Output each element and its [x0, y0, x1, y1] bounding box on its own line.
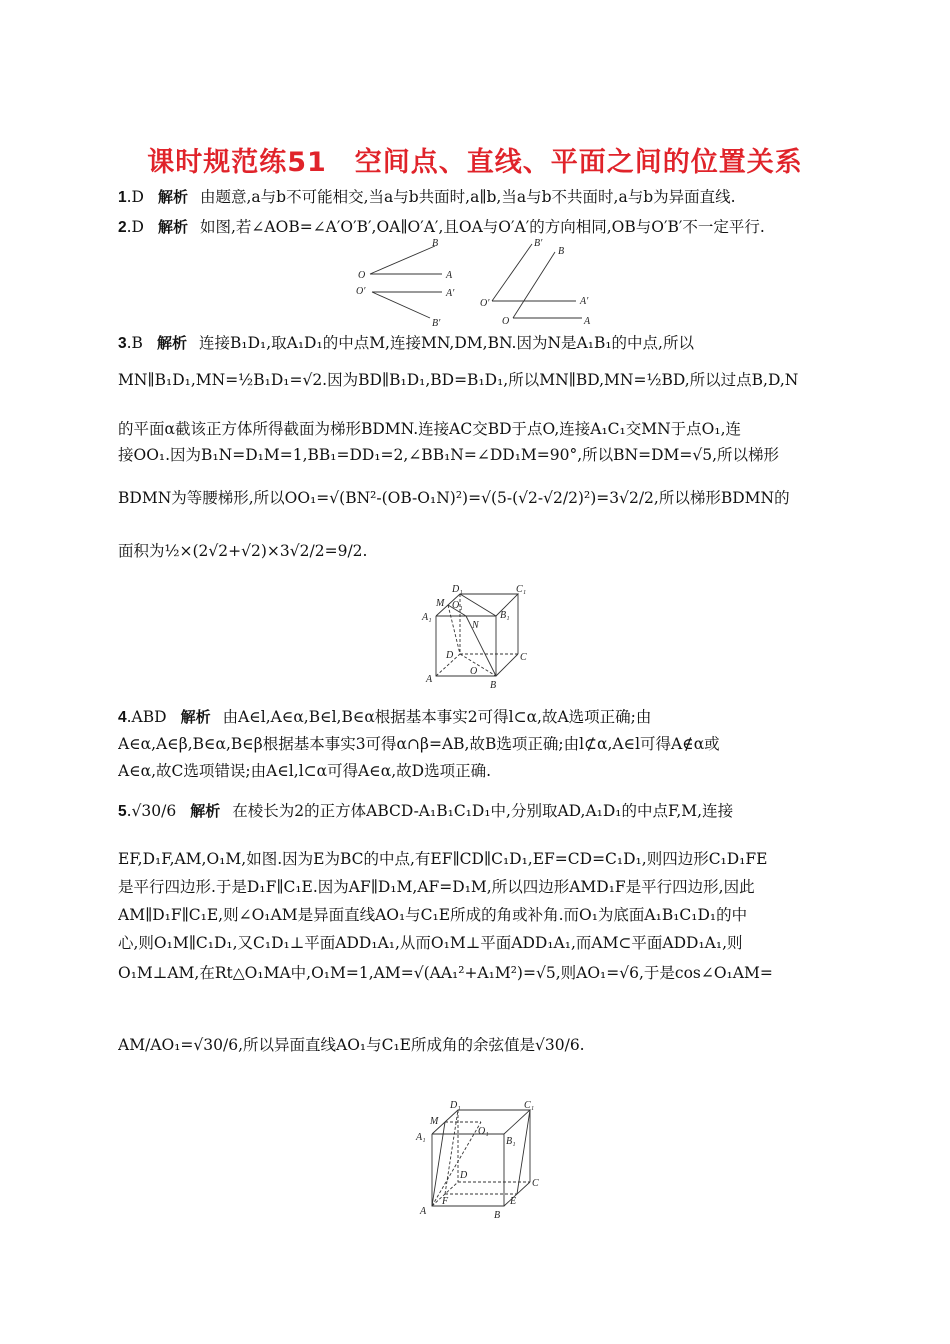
q3-line-6: 面积为½×(2√2+√2)×3√2/2=9/2.: [118, 542, 368, 560]
fig2-ray-ob: [370, 246, 435, 274]
q3-line-3: 的平面α截该正方体所得截面为梯形BDMN.连接AC交BD于点O,连接A₁C₁交MN于点O₁,连: [118, 420, 742, 438]
q3-line-2: MN∥B₁D₁,MN=½B₁D₁=√2.因为BD∥B₁D₁,BD=B₁D₁,所以MN∥BD,MN=½BD,所以过点B,D,N: [118, 371, 799, 389]
fig3-edge-bc: [496, 654, 518, 676]
page-title: 课时规范练51 空间点、直线、平面之间的位置关系: [147, 147, 803, 178]
q3-line-4: 接OO₁.因为B₁N=D₁M=1,BB₁=DD₁=2,∠BB₁N=∠DD₁M=90°,所以BN=DM=√5,所以梯形: [118, 446, 780, 464]
q4-keyword: 解析: [180, 708, 211, 726]
fig5-label: B₁: [506, 1136, 516, 1147]
q2-answer: .D: [126, 218, 144, 236]
q5-answer: .√30/6: [126, 802, 177, 820]
fig2-label: B′: [534, 238, 543, 249]
q5-keyword: 解析: [190, 802, 221, 820]
q1-text: 由题意,a与b不可能相交,当a与b共面时,a∥b,当a与b不共面时,a与b为异面直线.: [200, 188, 736, 206]
q3-number: 3: [118, 335, 127, 352]
fig2-label: B′: [432, 318, 441, 328]
q5-line-4: AM∥D₁F∥C₁E,则∠O₁AM是异面直线AO₁与C₁E所成的角或补角.而O₁为底面A₁B₁C₁D₁的中: [118, 906, 748, 924]
q1-number: 1: [118, 189, 127, 206]
q5-line-3: 是平行四边形.于是D₁F∥C₁E.因为AF∥D₁M,AF=D₁M,所以四边形AMD₁F是平行四边形,因此: [118, 878, 755, 896]
q2-keyword: 解析: [157, 218, 188, 236]
q5-line-6: O₁M⊥AM,在Rt△O₁MA中,O₁M=1,AM=√(AA₁²+A₁M²)=√5,则AO₁=√6,于是cos∠O₁AM=: [118, 964, 773, 982]
fig2-ray-o1b1: [372, 292, 430, 318]
fig5-ao1: [432, 1122, 481, 1206]
fig3-front-face: [436, 616, 496, 676]
fig5-label: D: [460, 1170, 468, 1181]
fig2-label: A′: [446, 288, 455, 299]
fig3-label: C: [520, 652, 527, 663]
fig5-label: E: [510, 1196, 517, 1207]
fig3-label: O₁: [452, 600, 463, 611]
fig2-label: A: [584, 316, 591, 327]
fig2-label: B: [432, 238, 439, 249]
fig3-label: B: [490, 680, 497, 691]
fig5-label: C: [532, 1178, 539, 1189]
q5-text-1: 在棱长为2的正方体ABCD-A₁B₁C₁D₁中,分别取AD,A₁D₁的中点F,M,连接: [232, 802, 734, 820]
fig3-label: C₁: [516, 584, 527, 595]
fig3-label: A: [426, 674, 433, 685]
q4-line-1: [118, 706, 838, 729]
fig2-label: O′: [356, 286, 366, 297]
fig3-label: N: [472, 620, 479, 631]
fig5-label: C₁: [524, 1100, 535, 1111]
fig2-label: B: [558, 246, 565, 257]
q5-line-7: AM/AO₁=√30/6,所以异面直线AO₁与C₁E所成角的余弦值是√30/6.: [118, 1036, 585, 1054]
fig5-label: A: [420, 1206, 427, 1217]
q4-line-3: A∈α,故C选项错误;由A∈l,l⊂α可得A∈α,故D选项正确.: [118, 762, 492, 780]
q2-text: 如图,若∠AOB=∠A′O′B′,OA∥O′A′,且OA与O′A′的方向相同,OB与O′B′不一定平行.: [200, 218, 765, 236]
fig5-label: F: [442, 1196, 449, 1207]
q1-line: [118, 186, 838, 209]
fig3-label: D: [446, 650, 454, 661]
q4-answer: .ABD: [126, 708, 167, 726]
q3-line-1: [118, 332, 838, 355]
fig3-b1d1: [460, 594, 496, 616]
q2-angle-figure: [350, 236, 610, 328]
fig2-ray-o1b1-b: [492, 244, 532, 301]
q1-keyword: 解析: [157, 188, 188, 206]
q5-line-1: [118, 800, 838, 823]
fig2-label: O: [502, 316, 510, 327]
fig5-ec1: [517, 1110, 530, 1194]
fig5-label: A₁: [416, 1132, 426, 1143]
fig3-dm: [448, 605, 460, 654]
q4-text-1: 由A∈l,A∈α,B∈l,B∈α根据基本事实2可得l⊂α,故A选项正确;由: [222, 708, 652, 726]
q1-answer: .D: [126, 188, 144, 206]
fig3-label: D₁: [452, 584, 463, 595]
fig3-label: O: [470, 666, 478, 677]
fig3-label: B₁: [500, 610, 510, 621]
q3-line-5: BDMN为等腰梯形,所以OO₁=√(BN²-(OB-O₁N)²)=√(5-(√2-√2/2)²)=3√2/2,所以梯形BDMN的: [118, 489, 790, 507]
q5-number: 5: [118, 803, 127, 820]
fig2-label: A′: [580, 296, 589, 307]
q4-line-2: A∈α,A∈β,B∈α,B∈β根据基本事实3可得α∩β=AB,故B选项正确;由l⊄α,A∈l可得A∉α或: [118, 735, 720, 753]
fig5-fd1: [445, 1110, 458, 1194]
q5-line-2: EF,D₁F,AM,O₁M,如图.因为E为BC的中点,有EF∥CD∥C₁D₁,EF=CD=C₁D₁,则四边形C₁D₁FE: [118, 850, 768, 868]
fig5-label: B: [494, 1210, 501, 1221]
q3-keyword: 解析: [156, 334, 187, 352]
q3-text-1: 连接B₁D₁,取A₁D₁的中点M,连接MN,DM,BN.因为N是A₁B₁的中点,所以: [198, 334, 694, 352]
q2-number: 2: [118, 219, 127, 236]
fig2-label: O′: [480, 298, 490, 309]
q5-line-5: 心,则O₁M∥C₁D₁,又C₁D₁⊥平面ADD₁A₁,从而O₁M⊥平面ADD₁A₁,而AM⊂平面ADD₁A₁,则: [118, 934, 743, 952]
fig5-label: M: [430, 1116, 439, 1127]
q5-cube-figure: [412, 1098, 548, 1222]
q4-number: 4: [118, 709, 127, 726]
fig3-label: A₁: [422, 612, 432, 623]
fig2-label: A: [446, 270, 453, 281]
fig2-label: O: [358, 270, 366, 281]
fig5-am: [432, 1122, 445, 1206]
fig3-label: M: [436, 598, 445, 609]
q3-answer: .B: [126, 334, 143, 352]
fig5-label: D₁: [450, 1100, 461, 1111]
fig5-label: O₁: [478, 1126, 489, 1137]
q3-cube-figure: [418, 582, 538, 692]
